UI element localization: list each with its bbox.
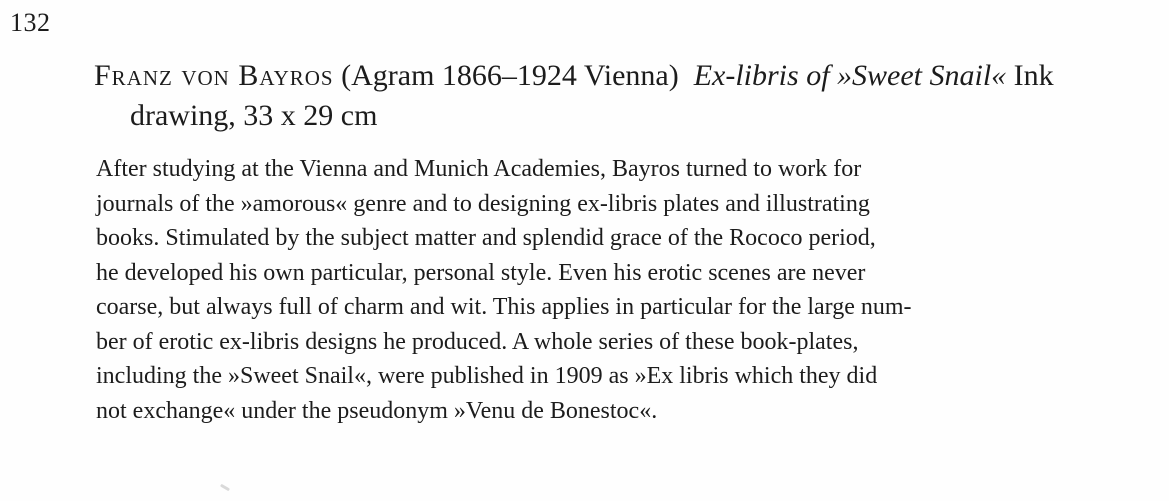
artwork-medium: Ink drawing, 33 x 29 cm [130, 59, 1054, 132]
description-line: books. Stimulated by the subject matter and splendid grace of the Rococo period, [96, 225, 876, 251]
page-number: 132 [10, 8, 51, 37]
description-line: After studying at the Vienna and Munich Academies, Bayros turned to work for [96, 156, 862, 182]
artist-name: Franz von Bayros [94, 59, 334, 92]
description-line: he developed his own particular, personal style. Even his erotic scenes are never [96, 259, 866, 286]
description-line: coarse, but always full of charm and wit. This applies in particular for the large num- [96, 294, 912, 320]
description-line: journals of the »amorous« genre and to designing ex-libris plates and illustrating [96, 190, 870, 217]
description-line: not exchange« under the pseudonym »Venu de Bonestoc«. [96, 397, 658, 424]
description-line: ber of erotic ex-libris designs he produced. A whole series of these book-plates, [96, 328, 859, 355]
entry-description [96, 152, 1106, 428]
description-line: including the »Sweet Snail«, were published in 1909 as »Ex libris which they did [96, 363, 878, 389]
artist-life-dates: (Agram 1866–1924 Vienna) [333, 59, 679, 92]
entry-heading [94, 56, 1130, 136]
artwork-title: Ex-libris of »Sweet Snail« [693, 59, 1007, 92]
scan-speck [220, 484, 230, 492]
